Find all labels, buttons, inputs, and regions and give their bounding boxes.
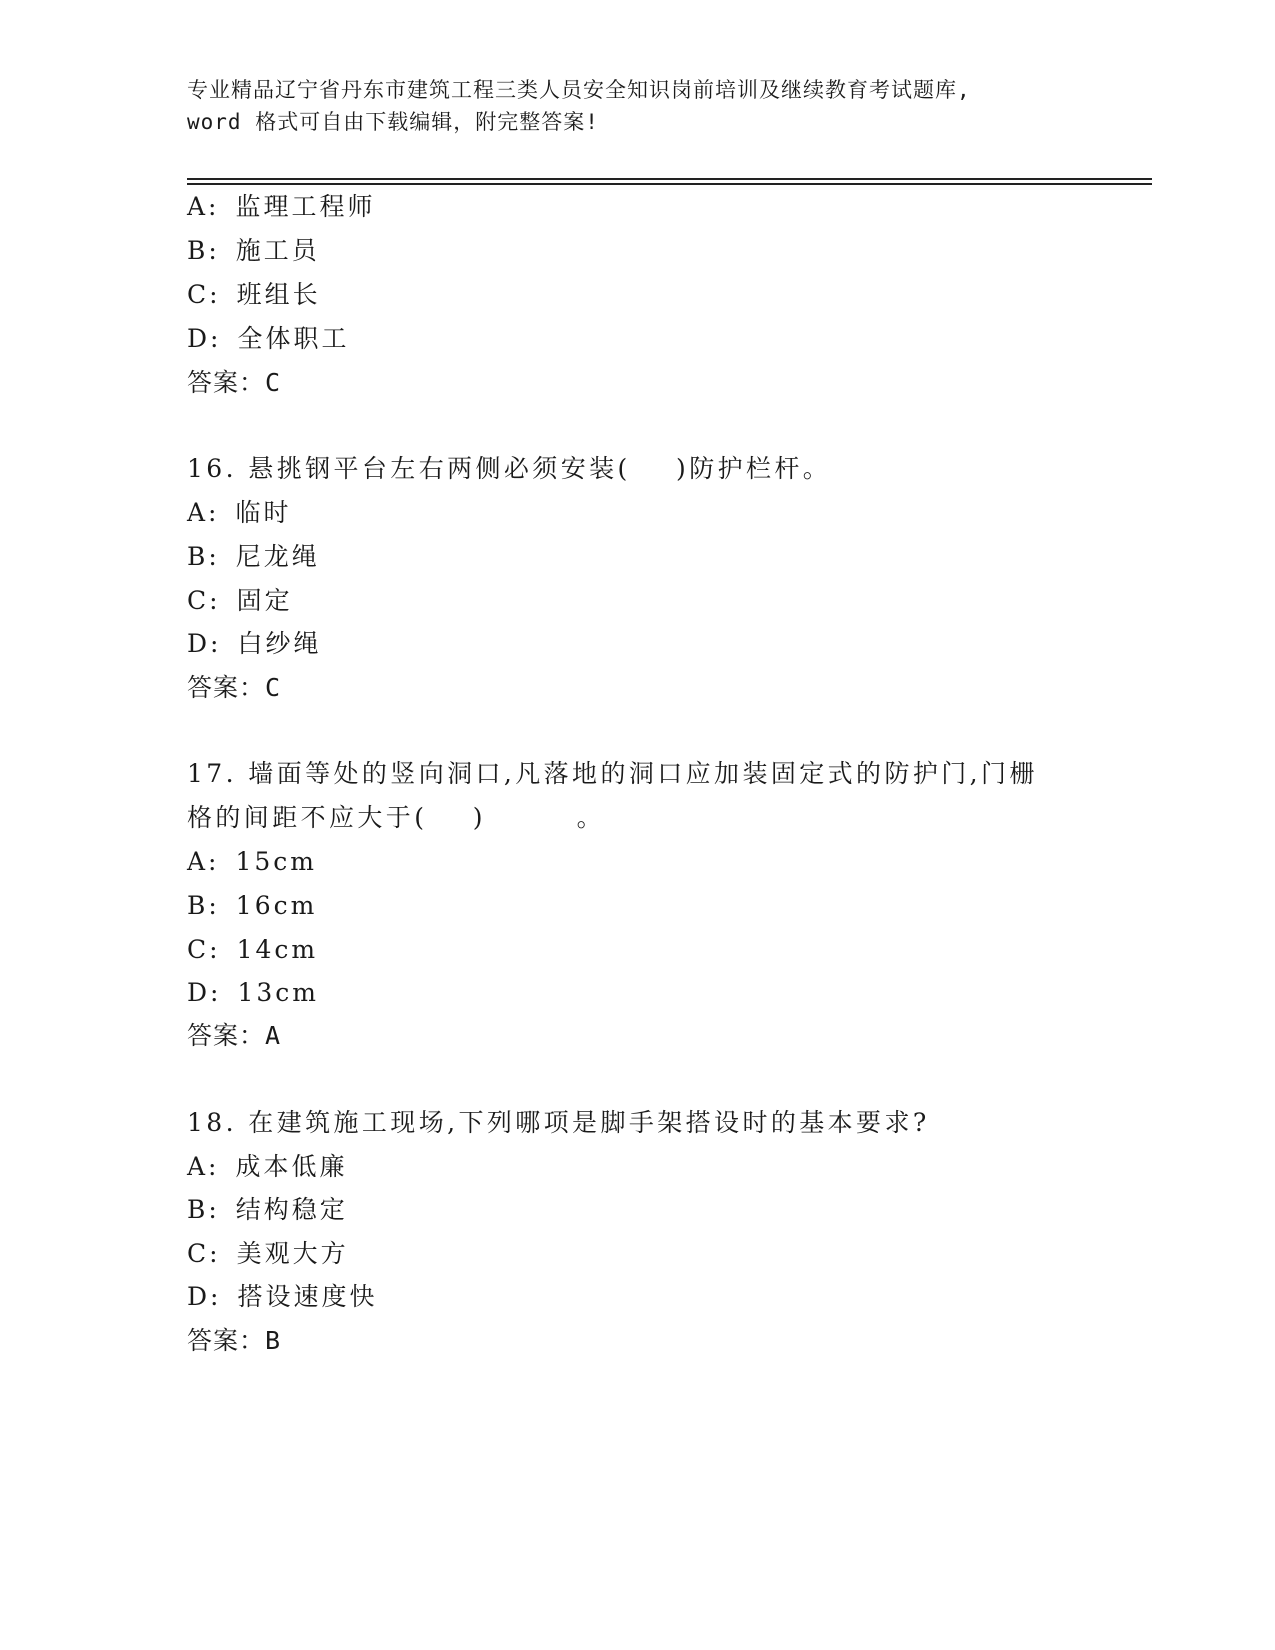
q15-option-b [187,235,320,267]
option-label: D: [187,324,222,353]
option-label: A: [187,498,220,527]
option-label: C: [187,935,221,964]
q18-option-a [187,1151,348,1183]
option-label: A: [187,1152,220,1181]
option-text: 13cm [237,978,319,1007]
option-label: A: [187,192,220,221]
option-label: C: [187,586,221,615]
option-text: 14cm [236,935,319,964]
header-title-line2: word 格式可自由下载编辑，附完整答案! [187,110,599,134]
option-text: 16cm [235,891,318,920]
q18-option-c [187,1238,349,1270]
q18-answer: 答案：B [187,1326,282,1355]
option-text: 15cm [235,847,318,876]
q16-answer: 答案：C [187,673,282,702]
q17-question-line2: 格的间距不应大于( ) 。 [187,803,606,832]
option-text: 尼龙绳 [235,542,320,571]
header-divider-bottom [187,183,1152,185]
q17-option-d [187,977,319,1009]
option-label: D: [187,1282,222,1311]
q17-answer: 答案：A [187,1021,282,1050]
q17-option-c [187,934,318,966]
option-text: 白纱绳 [237,629,322,658]
q18-question: 18. 在建筑施工现场,下列哪项是脚手架搭设时的基本要求? [187,1108,930,1137]
option-label: C: [187,1239,221,1268]
q16-option-b [187,541,320,573]
option-text: 全体职工 [237,324,350,353]
q15-option-d [187,323,349,355]
option-label: D: [187,978,222,1007]
option-text: 监理工程师 [235,192,376,221]
q18-option-b [187,1194,348,1226]
option-text: 固定 [236,586,293,615]
q16-question: 16. 悬挑钢平台左右两侧必须安装( )防护栏杆。 [187,454,832,483]
option-text: 成本低廉 [235,1152,348,1181]
header-title-line1: 专业精品辽宁省丹东市建筑工程三类人员安全知识岗前培训及继续教育考试题库, [187,78,971,102]
option-label: B: [187,1195,220,1224]
option-label: A: [187,847,220,876]
q16-option-a [187,497,292,529]
option-text: 搭设速度快 [237,1282,378,1311]
q15-answer: 答案：C [187,368,282,397]
document-header [187,74,1087,138]
option-text: 施工员 [235,236,320,265]
q17-option-b [187,890,317,922]
q15-option-a [187,191,376,223]
option-text: 班组长 [236,280,321,309]
option-text: 结构稳定 [235,1195,348,1224]
option-text: 临时 [235,498,292,527]
option-label: B: [187,542,220,571]
option-label: B: [187,236,220,265]
option-label: B: [187,891,220,920]
header-divider-top [187,178,1152,180]
q18-option-d [187,1281,377,1313]
q17-question-line1: 17. 墙面等处的竖向洞口,凡落地的洞口应加装固定式的防护门,门栅 [187,759,1038,788]
option-label: D: [187,629,222,658]
option-label: C: [187,280,221,309]
q17-option-a [187,846,317,878]
q15-option-c [187,279,321,311]
q16-option-d [187,628,321,660]
q16-option-c [187,585,293,617]
option-text: 美观大方 [236,1239,349,1268]
